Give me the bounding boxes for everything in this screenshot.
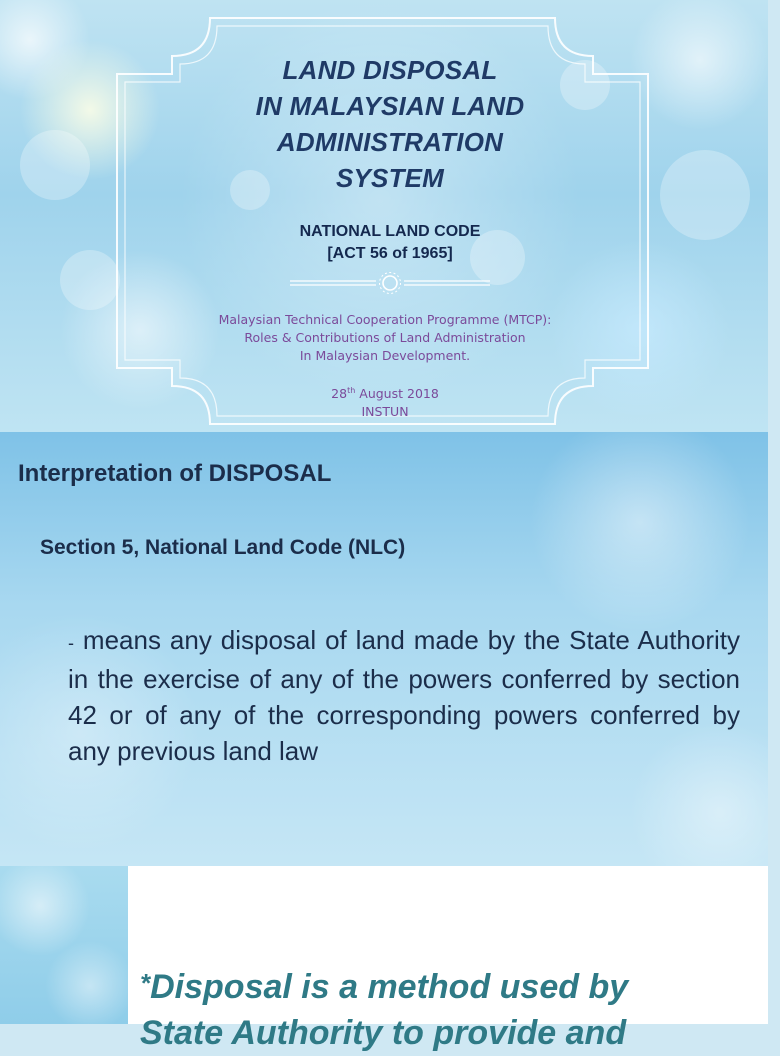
bokeh-decoration xyxy=(660,150,750,240)
bokeh-decoration xyxy=(60,250,120,310)
side-panel-decoration xyxy=(0,866,128,1024)
statement-line xyxy=(140,960,780,1010)
bullet-dash: - xyxy=(68,633,74,653)
date-suffix: th xyxy=(347,386,356,395)
title-line: SYSTEM xyxy=(335,163,445,193)
slide-heading: Interpretation of DISPOSAL xyxy=(18,460,332,487)
title-line: IN MALAYSIAN LAND xyxy=(255,91,525,121)
title-line: ADMINISTRATION xyxy=(276,127,504,157)
programme-line: Roles & Contributions of Land Administration xyxy=(244,330,526,345)
presentation-title xyxy=(190,52,590,196)
asterisk-marker: * xyxy=(140,968,151,998)
date-rest: August 2018 xyxy=(355,386,439,401)
statement-text: Disposal is a method used by xyxy=(150,968,629,1006)
act-number: [ACT 56 of 1965] xyxy=(327,245,453,262)
definition-slide xyxy=(0,432,768,866)
venue: INSTUN xyxy=(361,404,409,419)
date-day: 28 xyxy=(331,386,348,401)
statement-line: State Authority to provide and xyxy=(140,1014,627,1052)
definition-body: means any disposal of land made by the State Authority in the exercise of any of the powers conferred by section 42 or of any of the corresponding powers conferred by any previous land law xyxy=(68,625,740,766)
ornament-divider-icon xyxy=(290,270,490,296)
presentation-date xyxy=(270,382,500,403)
act-reference xyxy=(190,221,590,265)
date-venue xyxy=(270,382,500,421)
title-slide xyxy=(0,0,768,432)
code-name: NATIONAL LAND CODE xyxy=(299,223,481,240)
method-slide xyxy=(0,866,768,1052)
bokeh-decoration xyxy=(20,130,90,200)
definition-text xyxy=(68,622,740,769)
programme-description xyxy=(170,311,600,365)
title-line: LAND DISPOSAL xyxy=(282,55,498,85)
programme-line: Malaysian Technical Cooperation Programme (MTCP): xyxy=(218,312,552,327)
method-statement xyxy=(140,960,780,1056)
section-reference: Section 5, National Land Code (NLC) xyxy=(40,536,406,559)
programme-line: In Malaysian Development. xyxy=(299,348,471,363)
